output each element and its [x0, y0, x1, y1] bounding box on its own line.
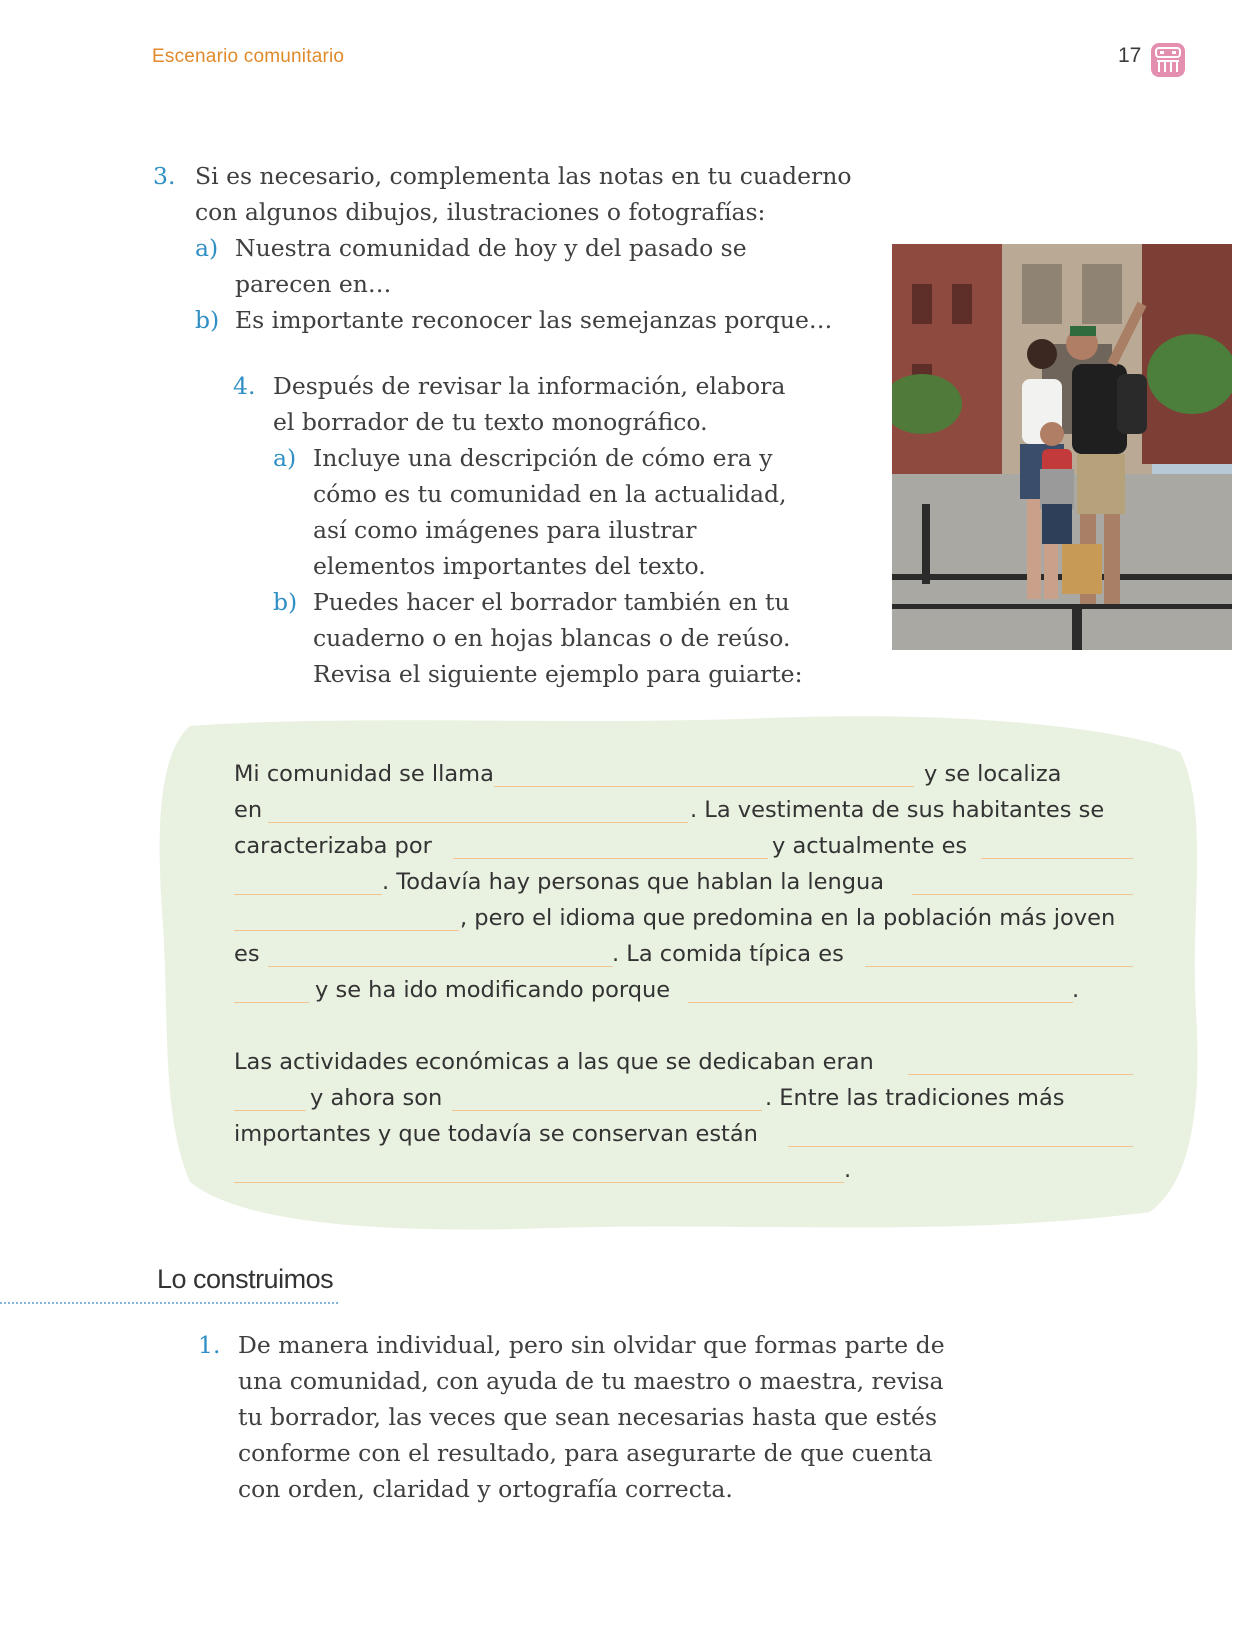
step-4-number: 4. — [233, 372, 256, 400]
step-4b-line: cuaderno o en hojas blancas o de reúso. — [313, 624, 791, 652]
template-text: en — [234, 797, 263, 823]
template-text: Las actividades económicas a las que se dedicaban eran — [234, 1049, 874, 1075]
step-1-line: una comunidad, con ayuda de tu maestro o maestra, revisa — [238, 1367, 944, 1395]
blank-line — [268, 966, 613, 967]
section-title: Lo construimos — [157, 1264, 334, 1294]
glyph-icon — [1150, 42, 1186, 78]
blank-line — [494, 786, 914, 787]
step-4-line: el borrador de tu texto monográfico. — [273, 408, 708, 436]
template-text: . — [844, 1157, 852, 1183]
template-text: . Todavía hay personas que hablan la lengua — [382, 869, 885, 895]
template-text: . Entre las tradiciones más — [765, 1085, 1065, 1111]
blank-line — [865, 966, 1133, 967]
blank-line — [234, 1002, 309, 1003]
template-text: . La comida típica es — [612, 941, 844, 967]
step-1-line: tu borrador, las veces que sean necesarias hasta que estés — [238, 1403, 938, 1431]
template-text: Mi comunidad se llama — [234, 761, 494, 787]
section-label: Escenario comunitario — [152, 46, 345, 67]
section-divider — [0, 1302, 338, 1304]
step-3 — [153, 158, 873, 338]
step-4a-line: Incluye una descripción de cómo era y — [313, 444, 773, 472]
template-text: y se localiza — [924, 761, 1062, 787]
blank-line — [234, 894, 382, 895]
template-text: , pero el idioma que predomina en la población más joven — [460, 905, 1116, 931]
template-text: . — [1072, 977, 1080, 1003]
family-photo — [892, 244, 1232, 650]
step-3-line: con algunos dibujos, ilustraciones o fotografías: — [195, 198, 766, 226]
blank-line — [688, 1002, 1073, 1003]
blank-line — [912, 894, 1133, 895]
blank-line — [452, 1110, 762, 1111]
template-text: y se ha ido modificando porque — [315, 977, 671, 1003]
template-text: caracterizaba por — [234, 833, 432, 859]
template-text: es — [234, 941, 260, 967]
blank-line — [234, 1182, 844, 1183]
step-1-number: 1. — [198, 1331, 221, 1359]
template-text: importantes y que todavía se conservan están — [234, 1121, 758, 1147]
step-3a-line: parecen en… — [235, 270, 392, 298]
step-4-line: Después de revisar la información, elabora — [273, 372, 786, 400]
step-4b-line: Revisa el siguiente ejemplo para guiarte: — [313, 660, 803, 688]
step-3b-line: Es importante reconocer las semejanzas porque… — [235, 306, 833, 334]
step-4a-letter: a) — [273, 444, 297, 472]
template-text: . La vestimenta de sus habitantes se — [690, 797, 1105, 823]
step-4a-line: elementos importantes del texto. — [313, 552, 706, 580]
step-3a-line: Nuestra comunidad de hoy y del pasado se — [235, 234, 747, 262]
step-4a-line: cómo es tu comunidad en la actualidad, — [313, 480, 787, 508]
step-1-line: con orden, claridad y ortografía correcta. — [238, 1475, 733, 1503]
step-1-line: De manera individual, pero sin olvidar que formas parte de — [238, 1331, 945, 1359]
step-3b-letter: b) — [195, 306, 220, 334]
step-3-line: Si es necesario, complementa las notas en tu cuaderno — [195, 162, 852, 190]
step-4b-line: Puedes hacer el borrador también en tu — [313, 588, 790, 616]
step-1 — [198, 1327, 1018, 1517]
step-4 — [233, 368, 853, 688]
step-4b-letter: b) — [273, 588, 298, 616]
step-3-number: 3. — [153, 162, 176, 190]
page-number: 17 — [1118, 44, 1142, 67]
blank-line — [981, 858, 1133, 859]
blank-line — [234, 1110, 306, 1111]
blank-line — [268, 822, 688, 823]
blank-line — [234, 930, 459, 931]
blank-line — [453, 858, 768, 859]
step-1-line: conforme con el resultado, para asegurarte de que cuenta — [238, 1439, 933, 1467]
template-text: y ahora son — [310, 1085, 443, 1111]
step-4a-line: así como imágenes para ilustrar — [313, 516, 697, 544]
template-text: y actualmente es — [772, 833, 968, 859]
blank-line — [788, 1146, 1133, 1147]
blank-line — [908, 1074, 1133, 1075]
step-3a-letter: a) — [195, 234, 219, 262]
